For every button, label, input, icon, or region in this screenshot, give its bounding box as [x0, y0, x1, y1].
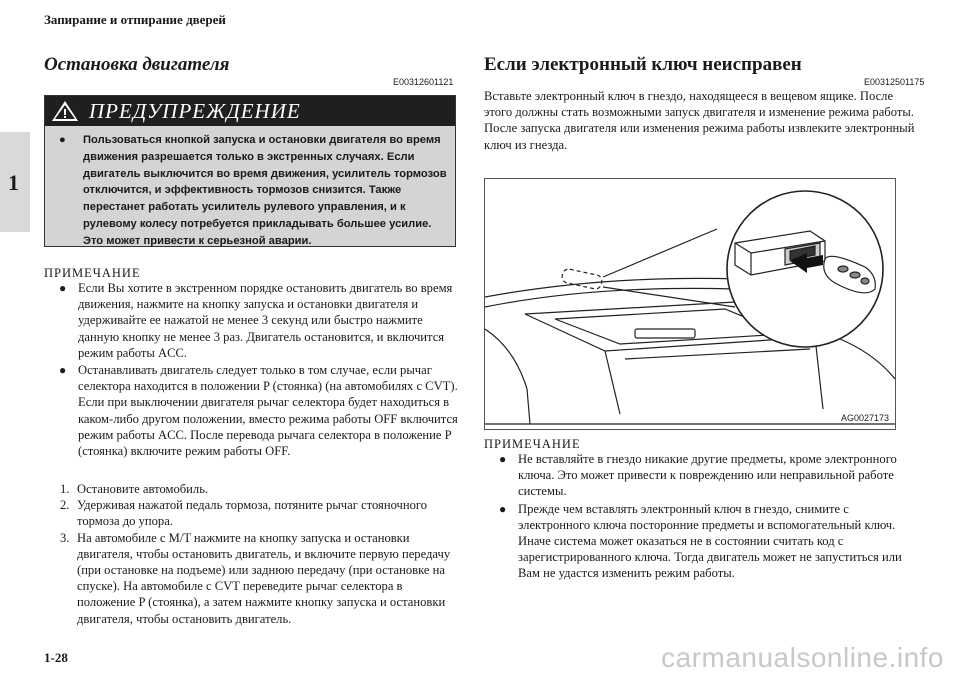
list-bullet: ●: [59, 281, 67, 295]
section-code-right: E00312501175: [864, 77, 925, 87]
note-label-left: ПРИМЕЧАНИЕ: [44, 266, 141, 280]
list-item: [59, 280, 459, 361]
figure-code: AG0027173: [840, 413, 889, 423]
chapter-number: 1: [8, 170, 19, 195]
step-text: Остановите автомобиль.: [77, 482, 209, 496]
warning-box: [44, 95, 456, 247]
glovebox-key-slot-drawing: [485, 179, 895, 429]
list-item: [59, 362, 459, 459]
list-item-text: Останавливать двигатель следует только в том случае, если рычаг селектора находится в положении P (стоянка) (на автомобилях с CVT). Если при выключении двигателя рычаг селектора будет находиться в каком-либо другом положении, вместо режима работы OFF включится режим работы ACC. После перевода рычага селектора в положение P (стоянка) включите режим работы OFF.: [78, 363, 458, 459]
step-text: На автомобиле с M/T нажмите на кнопку запуска и остановки двигателя, чтобы остановить двигатель, и включите первую передачу (при остановке на подъеме) или заднюю передачу (при остановке на спуске). На автомобиле с CVT переведите рычаг селектора в положение P (стоянка), а затем нажмите кнопку запуска и остановки двигателя, чтобы остановить двигатель.: [77, 530, 451, 626]
watermark: carmanualsonline.info: [661, 642, 944, 673]
page-header-title: Запирание и отпирание дверей: [44, 12, 226, 27]
section-heading-key-fault: Если электронный ключ неисправен: [484, 54, 802, 75]
page-number: 1-28: [44, 650, 68, 665]
list-bullet: ●: [499, 452, 507, 466]
step-number: 2.: [60, 498, 70, 513]
step-item: [60, 497, 460, 529]
note-label-right: ПРИМЕЧАНИЕ: [484, 437, 581, 451]
steps-list: [60, 481, 460, 627]
step-number: 3.: [60, 530, 70, 545]
warning-text: Пользоваться кнопкой запуска и остановки двигателя во время движения разрешается только в экстренных случаях. Если двигатель выключится во время движения, усилитель тормозов отключится, и эффективность тормозов снизится. Также перестанет работать усилитель рулевого управления, и к рулевому колесу потребуется прикладывать большее усилие. Это может привести к серьезной аварии.: [83, 134, 447, 247]
chapter-tab: [0, 132, 30, 232]
list-item-text: Не вставляйте в гнездо никакие другие предметы, кроме электронного ключа. Это может привести к повреждению или неправильной работе системы.: [518, 452, 897, 499]
step-item: [60, 481, 460, 497]
list-item: [499, 451, 919, 500]
list-bullet: ●: [59, 363, 67, 378]
section-code-left: E00312601121: [393, 77, 454, 87]
step-item: [60, 530, 460, 627]
list-item: [499, 501, 919, 582]
note-list-right: [499, 451, 919, 583]
note-list-left: [59, 280, 459, 460]
step-number: 1.: [60, 482, 70, 496]
list-item-text: Если Вы хотите в экстренном порядке остановить двигатель во время движения, нажмите на кнопку запуска и остановки двигателя и удерживайте ее нажатой не менее 3 секунд или быстро нажмите данную кнопку не менее 3 раз. Двигатель остановится, и включится режим работы ACC.: [78, 281, 453, 360]
step-text: Удерживая нажатой педаль тормоза, потяните рычаг стояночного тормоза до упора.: [77, 498, 428, 529]
warning-bullet: ●: [59, 134, 66, 146]
section-heading-engine-stop: Остановка двигателя: [44, 54, 230, 75]
warning-header: [45, 96, 455, 126]
list-bullet: ●: [499, 501, 507, 516]
warning-title: ПРЕДУПРЕЖДЕНИЕ: [89, 99, 301, 123]
list-item-text: Прежде чем вставлять электронный ключ в гнездо, снимите с электронного ключа посторонние предметы и вспомогательный ключ. Иначе система может оказаться не в состоянии считать код с зарегистрированного ключа. Тогда двигатель может не запуститься или Вам не удастся изменить режим работы.: [518, 501, 902, 581]
key-fault-paragraph: Вставьте электронный ключ в гнездо, находящееся в вещевом ящике. После этого должны стать возможными запуск двигателя и изменение режима работы. После запуска двигателя или изменения режима работы извлеките электронный ключ из гнезда.: [484, 89, 915, 152]
warning-triangle-icon: [51, 100, 79, 122]
key-slot-illustration: [484, 178, 896, 430]
warning-body: [59, 132, 447, 250]
